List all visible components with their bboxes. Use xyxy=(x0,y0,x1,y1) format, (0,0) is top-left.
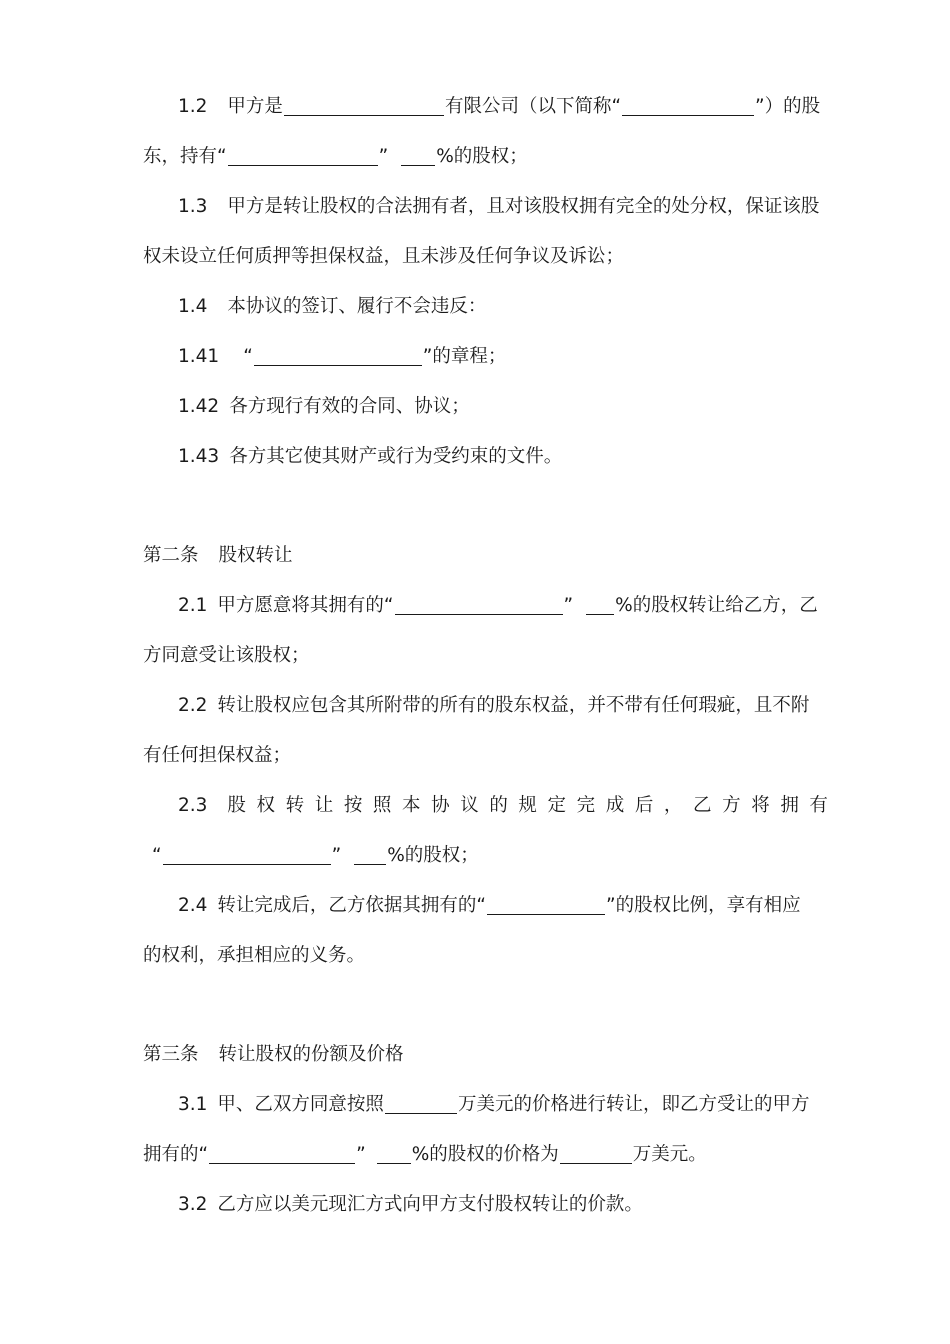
clause-number: 1.3 xyxy=(178,196,208,217)
clause-2-2-cont: 有任何担保权益； xyxy=(143,745,292,766)
percent-blank xyxy=(377,1143,411,1164)
clause-number: 1.41 xyxy=(178,346,220,367)
price-blank xyxy=(385,1093,457,1114)
clause-1-2-cont: 东，持有“ ” %的股权； xyxy=(143,146,528,167)
clause-3-1-cont: 拥有的“ ” %的股权的价格为 万美元。 xyxy=(143,1144,707,1165)
clause-1-3-cont: 权未设立任何质押等担保权益，且未涉及任何争议及诉讼； xyxy=(143,246,625,267)
clause-number: 2.4 xyxy=(178,895,208,916)
clause-1-42: 1.42 各方现行有效的合同、协议； xyxy=(178,396,470,417)
article-3-heading xyxy=(0,1040,950,1070)
clause-number: 3.1 xyxy=(178,1094,208,1115)
clause-number: 3.2 xyxy=(178,1194,208,1215)
clause-number: 2.2 xyxy=(178,695,208,716)
clause-2-3: 2.3 股权转让按照本协议的规定完成后，乙方将拥有 xyxy=(178,795,839,816)
clause-2-4-cont: 的权利，承担相应的义务。 xyxy=(143,945,366,966)
clause-2-2: 2.2 转让股权应包含其所附带的所有的股东权益，并不带有任何瑕疵，且不附 xyxy=(178,695,810,716)
article-title: 转让股权的份额及价格 xyxy=(218,1044,404,1065)
percent-blank xyxy=(354,844,386,865)
clause-number: 2.1 xyxy=(178,595,208,616)
clause-1-4: 1.4 本协议的签订、履行不会违反： xyxy=(178,296,487,317)
percent-blank xyxy=(586,594,614,615)
price-blank xyxy=(560,1143,632,1164)
company-blank xyxy=(487,894,605,915)
company-name-blank xyxy=(284,95,444,116)
clause-2-1-cont: 方同意受让该股权； xyxy=(143,645,310,666)
clause-number: 1.2 xyxy=(178,96,208,117)
clause-3-1: 3.1 甲、乙双方同意按照 万美元的价格进行转让，即乙方受让的甲方 xyxy=(178,1094,810,1115)
clause-2-3-cont: “ ” %的股权； xyxy=(152,845,479,866)
article-label: 第三条 xyxy=(143,1044,199,1065)
article-title: 股权转让 xyxy=(218,545,293,566)
article-2-heading xyxy=(0,541,950,571)
company-blank xyxy=(209,1143,355,1164)
short-name-blank xyxy=(622,95,754,116)
clause-number: 1.4 xyxy=(178,296,208,317)
clause-2-1: 2.1 甲方愿意将其拥有的“ ” %的股权转让给乙方，乙 xyxy=(178,595,818,616)
company-blank xyxy=(228,145,378,166)
clause-1-41: 1.41 “ ”的章程； xyxy=(178,346,507,367)
company-blank xyxy=(395,594,563,615)
company-blank xyxy=(254,345,422,366)
clause-1-3: 1.3 甲方是转让股权的合法拥有者，且对该股权拥有完全的处分权，保证该股 xyxy=(178,196,820,217)
clause-3-2: 3.2 乙方应以美元现汇方式向甲方支付股权转让的价款。 xyxy=(178,1194,643,1215)
clause-1-43: 1.43 各方其它使其财产或行为受约束的文件。 xyxy=(178,446,563,467)
company-blank xyxy=(163,844,331,865)
clause-number: 2.3 xyxy=(178,795,208,816)
clause-number: 1.43 xyxy=(178,446,220,467)
article-label: 第二条 xyxy=(143,545,199,566)
clause-1-2: 1.2 甲方是 有限公司（以下简称“ ”）的股 xyxy=(178,96,821,117)
clause-number: 1.42 xyxy=(178,396,220,417)
percent-blank xyxy=(401,145,435,166)
clause-2-4: 2.4 转让完成后，乙方依据其拥有的“ ”的股权比例，享有相应 xyxy=(178,895,801,916)
